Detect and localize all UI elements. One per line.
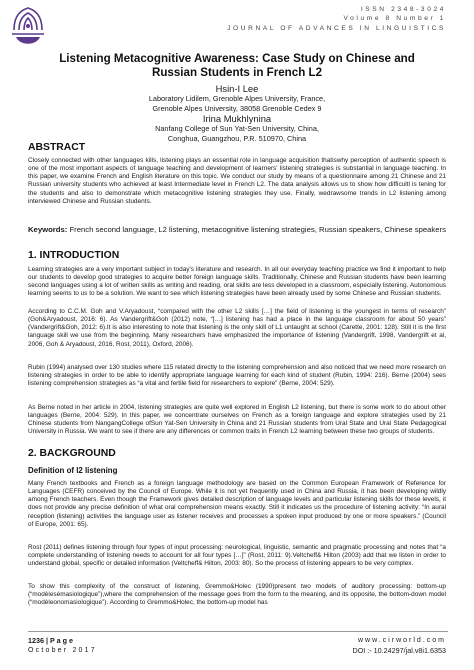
author-block bbox=[0, 83, 474, 143]
intro-paragraph-2: According to C.C.M. Goh and V.Aryadoust, “compared with the other L2 skills […] the field of listening is the youngest in terms of research” (Goh&Aryadoust, 2016: 6). As Vandergrift&Goh (2012) note, “[…] listening has had a place in the language classroom for about 50 years” (Vandergrift&Goh, 2012: 6).It is also interesting to note that listening is the only skill of L1 untaught at school (Carette, 2001: 128). Still it is the first language skill we use from the beginning. Many researchers have emphasized the importance of listening (Vandergrift, 1998, Vandergrift et al, 2006, Goh & Aryadoust, 2016, Rost, 2011), Oxford, 2006). bbox=[28, 308, 446, 348]
journal-name: JOURNAL OF ADVANCES IN LINGUISTICS bbox=[227, 24, 446, 32]
author-1-affiliation-2: Grenoble Alpes University, 38058 Grenoble Cedex 9 bbox=[152, 103, 322, 113]
footer-divider bbox=[28, 631, 448, 632]
footer-right bbox=[353, 636, 447, 656]
footer-left bbox=[28, 636, 97, 656]
background-paragraph-2: Rost (2011) defines listening through four types of input processing: neurological, linguistic, semantic and pragmatic processing and notes that “a complete understanding of listening needs to account for all four types […]” (Rost, 2011: 9).Veltcheff& Hilton (2003) add that we listen in order to understand global, specific or detailed information (Veltcheff& Hilton, 2003: 80). So the process of listening appears to be very complex. bbox=[28, 544, 446, 568]
author-2-name: Irina Mukhlynina bbox=[202, 113, 272, 125]
author-2-affiliation-2: Conghua, Guangzhou, P.R. 510970, China bbox=[167, 133, 307, 143]
author-1-affiliation-1: Laboratory Lidilem, Grenoble Alpes University, France, bbox=[148, 94, 326, 103]
author-2-affiliation-1: Nanfang College of Sun Yat-Sen University, China, bbox=[155, 124, 319, 134]
background-paragraph-3: To show this complexity of the construct of listening, Gremmo&Holec (1990)present two models of auditory processing: bottom-up (“modèlesémasiologique”),where the comprehension of the message goes from the form to the meaning, and its opposite, the bottom-down model (“modèleonomasiologique”). According to Gremmo&Holec, the bottom-up model has bbox=[28, 583, 446, 607]
intro-paragraph-4: As Berne noted in her article in 2004, listening strategies are quite well explored in English L2 listening, but there is some work to do about other languages (Berne, 2004: 529). In this paper, we concentrate ourselves on French as a foreign language and explore strategies used by 21 Chinese students from NangangCollege ofSun Yat-Sen University in China and 21 Russian students from Ural State and Ural State Pedagogical University in Russia. We want to see if there are any differences or common traits in French L2 learning between these two groups of students. bbox=[28, 404, 446, 436]
doi-text: DOI :- 10.24297/jal.v8i1.6353 bbox=[352, 646, 446, 655]
keywords bbox=[28, 224, 448, 235]
journal-url-link[interactable]: www.cirworld.com bbox=[357, 637, 446, 644]
volume-text: Volume 8 Number 1 bbox=[343, 15, 446, 23]
intro-paragraph-3: Rubin (1994) analysed over 130 studies where 115 related directly to the listening comprehension and also noticed that we need more research on listening strategies in order to be able to identify appropriate language learning for each kind of student (Rubin, 1994: 216). Berne (2004) sees listening comprehension strategies as “a vital and fertile field for researchers to explore” (Berne, 2004: 529). bbox=[28, 364, 446, 388]
title-line-1: Listening Metacognitive Awareness: Case Study on Chinese and bbox=[59, 52, 415, 65]
page-number: 1236 | P a g e bbox=[28, 636, 74, 645]
journal-header bbox=[227, 5, 446, 33]
background-heading: 2. BACKGROUND bbox=[28, 448, 116, 459]
intro-paragraph-1: Learning strategies are a very important subject in today's literature and research. In all our everyday teaching practice we find it important to help our students to develop good strategies to acquire better foreign language skills. Traditionally, Chinese and Russian students have been learning second languages using a lot of written skills as writing and reading, oral skills are less developed in a classroom, especially listening. Autonomous learning seems to us to be a solution. We want to see which listening strategies have been already used by some Chinese and Russian students. bbox=[28, 266, 446, 298]
background-paragraph-1: Many French textbooks and French as a foreign language methodology are based on the Common European Framework of Reference for Languages (CEFR) conceived by the Council of Europe. While it is not yet frequently used in China and Russia, it has been developing wildly among French teachers. Even though the Framework gives detailed description of language levels and particular listening skills for these levels, it does not provide any precise definition of what oral comprehension means exactly. Still it indicates us the procedure of listening activity: “In aural reception (listening) activities the language user as listener receives and processes a spoken input produced by one or more speakers.” (Council of Europe, 2001: 65). bbox=[28, 480, 446, 528]
paper-title bbox=[0, 52, 474, 80]
issn-text: ISSN 2348-3024 bbox=[360, 6, 446, 13]
issue-date: October 2017 bbox=[28, 647, 97, 654]
keywords-label: Keywords: bbox=[28, 225, 68, 234]
keywords-text: French second language, L2 listening, metacognitive listening strategies, Russian speakers, Chinese speakers bbox=[67, 225, 446, 234]
abstract-text: Closely connected with other languages kills, listening plays an essential role in language acquisition thatiswhy perception of authentic speech is one of the most important aspects of language teaching and development of learners' listening strategies is substantial in language teaching. In this paper, we examine French and English literature on this topic. We conduct our study by means of a questionnaire among 21 Chinese and 21 Russian university students who achieved at least Intermediate level in French L2. The data analysis allows us to show how difficultl is tening for the students and also to demonstrate which metacognitive listening strategies they use. Finally, wedrawsome trends in L2 listening among interviewed Chinese and Russian students. bbox=[28, 157, 446, 205]
introduction-heading: 1. INTRODUCTION bbox=[28, 250, 120, 261]
author-1-name: Hsin-I Lee bbox=[215, 83, 259, 94]
definition-subheading: Definition of l2 listening bbox=[28, 466, 118, 475]
title-line-2: Russian Students in French L2 bbox=[151, 66, 323, 79]
abstract-heading: ABSTRACT bbox=[28, 142, 86, 153]
journal-logo-icon bbox=[6, 4, 50, 50]
